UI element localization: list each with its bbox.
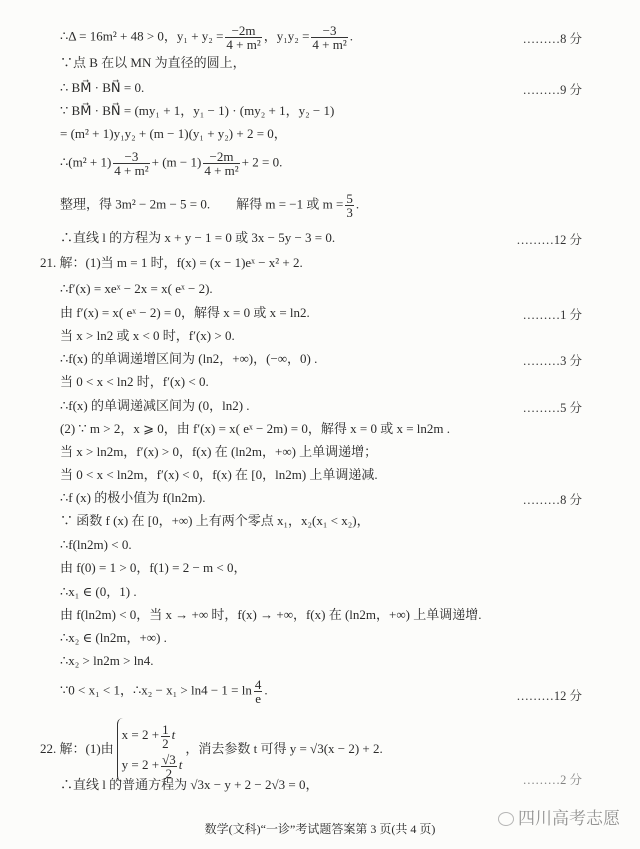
- equation-system: [117, 718, 183, 782]
- page-footer: 数学(文科)“一诊”考试题答案第 3 页(共 4 页): [204, 822, 436, 836]
- line-3: ∴ BM⃗ · BN⃗ = 0.: [60, 80, 145, 95]
- line-12: 当 x > ln2 或 x < 0 时，f′(x) > 0.: [60, 328, 235, 343]
- equation-row: [122, 750, 183, 780]
- line-5: = (m² + 1)y₁y₂ + (m − 1)(y₁ + y₂) + 2 = 0，: [60, 126, 287, 141]
- line-2: ∵点 B 在以 MN 为直径的圆上，: [60, 55, 246, 70]
- text: ∴(m² + 1): [60, 154, 112, 170]
- line-16: (2) ∵ m > 2，x ⩾ 0，由 f′(x) = x( eˣ − 2m) = 0，解得 x = 0 或 x = ln2m .: [60, 421, 451, 436]
- line-14: 当 0 < x < ln2 时，f′(x) < 0.: [60, 374, 209, 389]
- line-24: 由 f(ln2m) < 0，当 x → +∞ 时，f(x) → +∞，f(x) 在 (ln2m，+∞) 上单调递增.: [60, 607, 482, 622]
- line-7: [60, 192, 359, 219]
- denominator: 2: [162, 735, 169, 751]
- text: + 2 = 0.: [241, 154, 283, 170]
- fraction: [311, 24, 347, 51]
- line-21: ∴f(ln2m) < 0.: [60, 537, 132, 552]
- fraction: [161, 753, 177, 780]
- text: .: [355, 196, 360, 212]
- score-12: ………12 分: [516, 233, 582, 247]
- text: t: [178, 757, 183, 772]
- fraction: [203, 150, 239, 177]
- line-11: 由 f′(x) = x( eˣ − 2) = 0，解得 x = 0 或 x = ln2.: [60, 305, 310, 320]
- denominator: 3: [346, 205, 353, 220]
- numerator: −3: [113, 150, 149, 164]
- denominator: e: [255, 691, 261, 706]
- equation-row: [122, 720, 183, 750]
- score-3: ………3 分: [522, 354, 582, 368]
- score-9: ………9 分: [522, 83, 582, 97]
- line-23: ∴x₁ ∈ (0，1) .: [60, 584, 137, 599]
- numerator: 4: [254, 677, 262, 692]
- line-18: 当 0 < x < ln2m，f′(x) < 0，f(x) 在 [0，ln2m) 上单调递减.: [60, 467, 378, 482]
- numerator: 1: [162, 721, 169, 737]
- text: .: [349, 28, 353, 44]
- line-19: ∴f (x) 的极小值为 f(ln2m).: [60, 490, 206, 505]
- text: ，消去参数 t 可得 y = √3(x − 2) + 2.: [185, 740, 383, 756]
- numerator: −2m: [203, 150, 239, 164]
- line-13: ∴f(x) 的单调递增区间为 (ln2，+∞)，(−∞，0) .: [60, 351, 318, 366]
- denominator: 4 + m²: [312, 37, 347, 52]
- text: 整理，得 3m² − 2m − 5 = 0. 解得 m = −1 或 m =: [60, 196, 344, 212]
- line-27: [60, 678, 268, 705]
- denominator: 4 + m²: [204, 163, 239, 178]
- fraction: [345, 192, 354, 219]
- fraction: [254, 678, 263, 705]
- score-1: ………1 分: [522, 308, 582, 322]
- numerator: √3: [162, 751, 176, 767]
- fraction: [225, 24, 261, 51]
- score-5: ………5 分: [522, 401, 582, 415]
- line-8: ∴直线 l 的方程为 x + y − 1 = 0 或 3x − 5y − 3 = 0.: [60, 230, 336, 245]
- line-29: ∴直线 l 的普通方程为 √3x − y + 2 − 2√3 = 0，: [60, 777, 319, 792]
- fraction: [161, 723, 170, 750]
- fraction: [113, 150, 149, 177]
- line-1: [60, 24, 353, 51]
- text: ∵0 < x₁ < 1，∴x₂ − x₁ > ln4 − 1 = ln: [60, 682, 252, 698]
- line-26: ∴x₂ > ln2m > ln4.: [60, 653, 154, 668]
- denominator: 4 + m²: [114, 163, 149, 178]
- text: t: [171, 727, 176, 742]
- score-2: ………2 分: [522, 773, 582, 787]
- score-8b: ………8 分: [522, 493, 582, 507]
- line-15: ∴f(x) 的单调递减区间为 (0，ln2) .: [60, 398, 250, 413]
- text: + (m − 1): [151, 154, 202, 170]
- line-22: 由 f(0) = 1 > 0，f(1) = 2 − m < 0，: [60, 560, 247, 575]
- line-25: ∴x₂ ∈ (ln2m，+∞) .: [60, 630, 167, 645]
- line-17: 当 x > ln2m，f′(x) > 0，f(x) 在 (ln2m，+∞) 上单调递增；: [60, 444, 378, 459]
- score-8: ………8 分: [522, 32, 582, 46]
- line-4: ∵ BM⃗ · BN⃗ = (my₁ + 1，y₁ − 1) · (my₂ + 1，y₂ − 1): [60, 103, 335, 118]
- text: 22. 解：(1)由: [40, 740, 114, 756]
- line-10: ∴f′(x) = xeˣ − 2x = x( eˣ − 2).: [60, 281, 213, 296]
- score-12b: ………12 分: [516, 689, 582, 703]
- text: ，y₁y₂ =: [263, 28, 310, 44]
- text: y = 2 +: [121, 757, 160, 772]
- watermark-text: 四川高考志愿: [518, 809, 620, 829]
- denominator: 2: [165, 765, 173, 781]
- text: x = 2 +: [121, 727, 160, 742]
- numerator: −3: [311, 24, 347, 38]
- question-22-heading: [40, 718, 383, 782]
- text: ∴Δ = 16m² + 48 > 0，y₁ + y₂ =: [60, 28, 224, 44]
- question-21-heading: 21. 解：(1)当 m = 1 时，f(x) = (x − 1)eˣ − x² + 2.: [40, 255, 303, 270]
- numerator: 5: [346, 191, 353, 206]
- numerator: −2m: [225, 24, 261, 38]
- line-20: ∵ 函数 f (x) 在 [0，+∞) 上有两个零点 x₁，x₂(x₁ < x₂)，: [60, 513, 370, 528]
- denominator: 4 + m²: [226, 37, 261, 52]
- line-6: [60, 150, 282, 177]
- text: .: [264, 682, 268, 698]
